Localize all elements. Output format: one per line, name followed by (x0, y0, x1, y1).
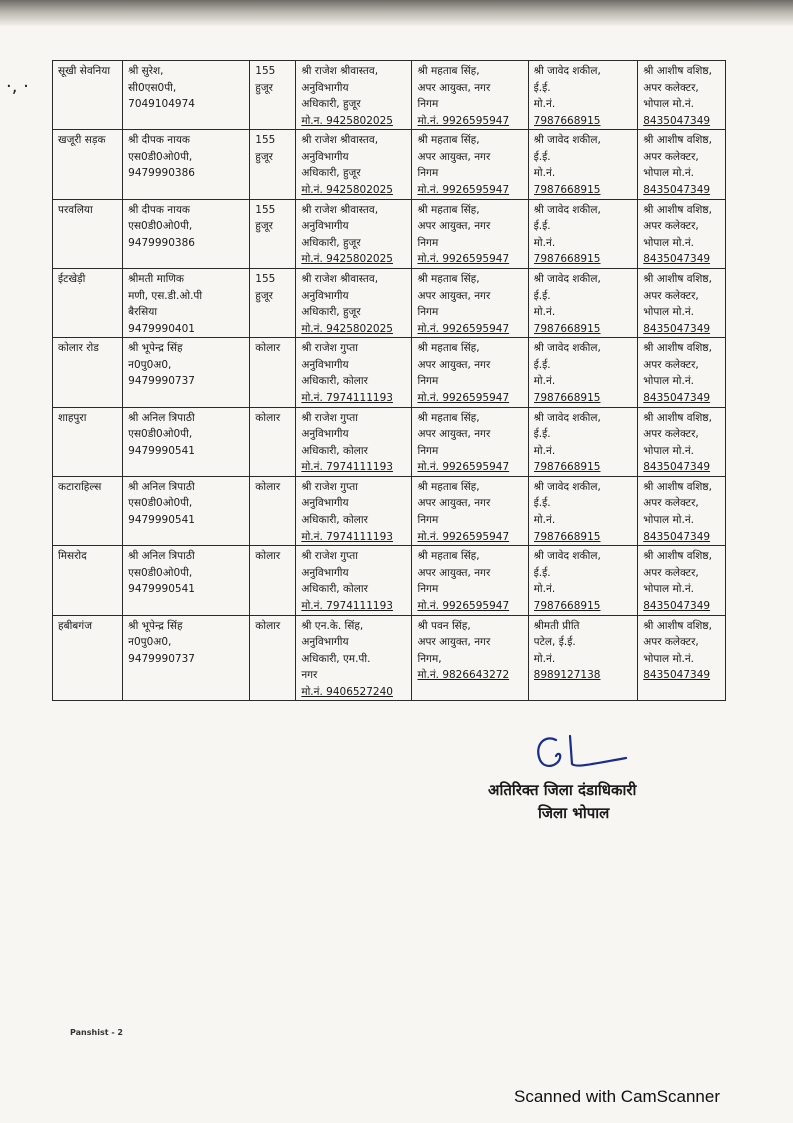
cell-sdm-line: अधिकारी, हुजूर (301, 98, 361, 111)
cell-tehsil (250, 615, 296, 701)
cell-police-officer-line: न0पु0अ0, (128, 636, 172, 649)
cell-police-officer-line: एस0डी0ओ0पी, (128, 497, 193, 510)
cell-additional-collector-line: श्री आशीष वशिष्ठ, (643, 480, 712, 493)
cell-executive-engineer-line: मो.नं. (533, 167, 556, 180)
cell-police-officer-line: एस0डी0ओ0पी, (128, 428, 193, 441)
cell-additional-commissioner-line: निगम (417, 236, 439, 249)
cell-police-officer-line: श्री भूपेन्द्र सिंह (128, 342, 183, 355)
cell-executive-engineer-line: मो.नं. (533, 652, 556, 665)
cell-additional-commissioner-line: मो.नं. 9926595947 (417, 322, 510, 335)
cell-area (53, 199, 123, 268)
cell-area-text: हबीबगंज (58, 619, 92, 632)
cell-tehsil-line: 155 (255, 134, 276, 147)
cell-additional-collector-line: भोपाल मो.नं. (643, 375, 694, 388)
cell-sdm (296, 407, 412, 476)
cell-police-officer (123, 61, 250, 130)
cell-tehsil (250, 476, 296, 545)
cell-sdm-line: अनुविभागीय (301, 497, 349, 510)
cell-additional-commissioner-line: मो.नं. 9926595947 (417, 530, 510, 543)
cell-additional-commissioner-line: निगम (417, 375, 439, 388)
cell-executive-engineer-line: मो.नं. (533, 583, 556, 596)
cell-executive-engineer-line: 7987668915 (533, 391, 601, 404)
cell-executive-engineer-line: 7987668915 (533, 461, 601, 474)
cell-area-text: सूखी सेवनिया (58, 65, 111, 77)
cell-additional-collector-line: अपर कलेक्टर, (643, 497, 699, 510)
table-row (53, 268, 726, 337)
cell-executive-engineer-line: 7987668915 (533, 184, 601, 197)
cell-executive-engineer-line: ई.ई. (533, 358, 551, 371)
cell-executive-engineer (528, 61, 638, 130)
cell-additional-collector (638, 615, 726, 701)
cell-area (53, 338, 123, 407)
margin-marks: ·, · (6, 76, 29, 97)
cell-additional-collector-line: 8435047349 (643, 599, 711, 612)
cell-additional-commissioner-line: अपर आयुक्त, नगर (417, 566, 491, 579)
cell-executive-engineer-line: श्री जावेद शकील, (533, 134, 601, 147)
page-code: Panshist - 2 (70, 1028, 123, 1037)
cell-executive-engineer-line: 8989127138 (533, 669, 601, 682)
cell-executive-engineer-line: पटेल, ई.ई. (533, 636, 576, 649)
cell-additional-collector-line: अपर कलेक्टर, (643, 428, 699, 441)
designation-line-2: जिला भोपाल (538, 804, 610, 822)
cell-executive-engineer-line: श्री जावेद शकील, (533, 480, 601, 493)
cell-additional-collector-line: भोपाल मो.नं. (643, 652, 694, 665)
cell-executive-engineer-line: मो.नं. (533, 98, 556, 111)
cell-additional-collector-line: 8435047349 (643, 322, 711, 335)
cell-executive-engineer-line: श्री जावेद शकील, (533, 342, 601, 355)
cell-additional-commissioner-line: अपर आयुक्त, नगर (417, 81, 491, 94)
cell-sdm-line: अधिकारी, हुजूर (301, 306, 361, 319)
cell-executive-engineer-line: ई.ई. (533, 428, 551, 441)
cell-sdm-line: श्री राजेश गुप्ता (301, 342, 358, 355)
cell-sdm (296, 476, 412, 545)
cell-tehsil (250, 61, 296, 130)
cell-executive-engineer (528, 407, 638, 476)
cell-sdm-line: अधिकारी, एम.पी. (301, 652, 371, 665)
cell-sdm-line: मो.नं. 9406527240 (301, 685, 393, 698)
cell-sdm-line: अधिकारी, कोलार (301, 514, 368, 527)
cell-police-officer-line: सी0एस0पी, (128, 81, 177, 94)
cell-executive-engineer-line: 7987668915 (533, 114, 601, 127)
scanner-watermark: Scanned with CamScanner (514, 1087, 721, 1106)
table-row (53, 615, 726, 701)
cell-sdm-line: अधिकारी, कोलार (301, 375, 368, 388)
cell-police-officer-line: श्री सुरेश, (128, 65, 164, 77)
cell-police-officer (123, 407, 250, 476)
cell-area-text: ईटखेड़ी (58, 272, 86, 285)
cell-sdm-line: श्री राजेश गुप्ता (301, 411, 358, 424)
cell-additional-collector-line: 8435047349 (643, 184, 711, 197)
cell-tehsil (250, 546, 296, 615)
cell-police-officer-line: श्री भूपेन्द्र सिंह (128, 619, 183, 632)
cell-additional-commissioner-line: श्री महताब सिंह, (417, 65, 480, 77)
cell-additional-commissioner-line: निगम (417, 306, 439, 319)
cell-tehsil (250, 130, 296, 199)
cell-area-text: खजूरी सड़क (58, 134, 106, 147)
cell-police-officer (123, 268, 250, 337)
cell-tehsil-line: कोलार (255, 619, 281, 632)
cell-sdm-line: अधिकारी, हुजूर (301, 236, 361, 249)
roster-body (53, 61, 726, 701)
cell-sdm-line: मो.नं. 7974111193 (301, 391, 393, 404)
cell-police-officer-line: एस0डी0ओ0पी, (128, 566, 193, 579)
cell-executive-engineer-line: 7987668915 (533, 253, 601, 266)
cell-police-officer-line: श्री अनिल त्रिपाठी (128, 411, 195, 424)
cell-tehsil-line: 155 (255, 272, 276, 285)
cell-area-text: परवलिया (58, 203, 93, 216)
cell-additional-commissioner (412, 61, 528, 130)
cell-additional-collector-line: श्री आशीष वशिष्ठ, (643, 550, 712, 563)
cell-police-officer-line: श्रीमती माणिक (128, 272, 184, 285)
cell-sdm-line: मो.नं. 7974111193 (301, 599, 393, 612)
cell-executive-engineer (528, 615, 638, 701)
cell-additional-collector-line: श्री आशीष वशिष्ठ, (643, 134, 712, 147)
cell-area (53, 268, 123, 337)
cell-police-officer (123, 130, 250, 199)
table-row (53, 546, 726, 615)
cell-additional-collector-line: 8435047349 (643, 530, 711, 543)
cell-sdm (296, 546, 412, 615)
cell-executive-engineer-line: 7987668915 (533, 599, 601, 612)
cell-additional-collector (638, 546, 726, 615)
cell-sdm-line: मो.नं. 7974111193 (301, 530, 393, 543)
cell-additional-commissioner (412, 615, 528, 701)
cell-additional-collector-line: अपर कलेक्टर, (643, 636, 699, 649)
cell-additional-commissioner-line: अपर आयुक्त, नगर (417, 150, 491, 163)
cell-tehsil-line: 155 (255, 203, 276, 216)
cell-sdm-line: श्री राजेश श्रीवास्तव, (301, 65, 379, 77)
cell-tehsil-line: कोलार (255, 342, 281, 355)
cell-additional-collector-line: श्री आशीष वशिष्ठ, (643, 342, 712, 355)
cell-sdm-line: अनुविभागीय (301, 81, 349, 94)
cell-executive-engineer (528, 199, 638, 268)
cell-executive-engineer-line: ई.ई. (533, 289, 551, 302)
cell-additional-commissioner-line: श्री महताब सिंह, (417, 203, 480, 216)
cell-additional-commissioner-line: निगम, (417, 652, 442, 665)
cell-tehsil-line: 155 (255, 65, 276, 77)
cell-police-officer-line: 7049104974 (128, 98, 195, 111)
cell-sdm (296, 130, 412, 199)
cell-sdm-line: श्री राजेश श्रीवास्तव, (301, 134, 379, 147)
cell-additional-commissioner-line: श्री महताब सिंह, (417, 342, 480, 355)
cell-sdm-line: मो.नं. 7974111193 (301, 461, 393, 474)
cell-executive-engineer-line: ई.ई. (533, 497, 551, 510)
cell-police-officer-line: श्री दीपक नायक (128, 134, 190, 147)
cell-tehsil (250, 338, 296, 407)
cell-area (53, 130, 123, 199)
cell-sdm-line: श्री राजेश गुप्ता (301, 480, 358, 493)
cell-additional-commissioner (412, 476, 528, 545)
cell-additional-collector (638, 476, 726, 545)
cell-area (53, 61, 123, 130)
cell-additional-commissioner-line: अपर आयुक्त, नगर (417, 289, 491, 302)
cell-additional-commissioner-line: मो.नं. 9926595947 (417, 391, 510, 404)
cell-sdm-line: अनुविभागीय (301, 150, 349, 163)
cell-additional-collector-line: श्री आशीष वशिष्ठ, (643, 272, 712, 285)
cell-police-officer-line: 9479990386 (128, 167, 195, 180)
cell-executive-engineer-line: ई.ई. (533, 566, 551, 579)
cell-executive-engineer-line: श्री जावेद शकील, (533, 272, 601, 285)
cell-executive-engineer (528, 338, 638, 407)
cell-executive-engineer (528, 476, 638, 545)
cell-sdm-line: अधिकारी, कोलार (301, 444, 368, 457)
cell-additional-collector-line: अपर कलेक्टर, (643, 81, 699, 94)
cell-additional-commissioner-line: श्री महताब सिंह, (417, 550, 480, 563)
cell-police-officer-line: 9479990386 (128, 236, 195, 249)
cell-sdm-line: अनुविभागीय (301, 428, 349, 441)
cell-additional-collector-line: भोपाल मो.नं. (643, 514, 694, 527)
cell-area-text: मिसरोद (58, 550, 87, 563)
cell-executive-engineer-line: ई.ई. (533, 220, 551, 233)
cell-sdm-line: अनुविभागीय (301, 358, 349, 371)
cell-executive-engineer-line: श्रीमती प्रीति (533, 619, 580, 632)
cell-executive-engineer-line: श्री जावेद शकील, (533, 411, 601, 424)
cell-sdm-line: श्री राजेश गुप्ता (301, 550, 358, 563)
cell-police-officer-line: बैरसिया (128, 306, 158, 319)
cell-police-officer (123, 199, 250, 268)
cell-area-text: कोलार रोड (58, 342, 99, 355)
cell-additional-commissioner-line: मो.नं. 9926595947 (417, 253, 510, 266)
cell-police-officer-line: 9479990737 (128, 375, 195, 388)
table-row (53, 199, 726, 268)
cell-additional-commissioner (412, 338, 528, 407)
cell-sdm-line: अनुविभागीय (301, 289, 349, 302)
cell-additional-commissioner-line: मो.नं. 9926595947 (417, 184, 510, 197)
cell-area (53, 615, 123, 701)
cell-additional-commissioner-line: निगम (417, 583, 439, 596)
cell-additional-commissioner-line: मो.नं. 9926595947 (417, 114, 510, 127)
cell-additional-commissioner (412, 268, 528, 337)
cell-tehsil-line: कोलार (255, 550, 281, 563)
cell-additional-collector (638, 61, 726, 130)
cell-sdm (296, 268, 412, 337)
cell-additional-commissioner (412, 407, 528, 476)
cell-executive-engineer-line: मो.नं. (533, 236, 556, 249)
cell-additional-collector-line: भोपाल मो.नं. (643, 236, 694, 249)
cell-additional-collector-line: 8435047349 (643, 391, 711, 404)
cell-area-text: शाहपुरा (58, 411, 87, 424)
cell-sdm (296, 61, 412, 130)
cell-police-officer-line: 9479990541 (128, 583, 195, 596)
cell-additional-commissioner-line: मो.नं. 9926595947 (417, 599, 510, 612)
cell-sdm (296, 338, 412, 407)
cell-police-officer-line: 9479990401 (128, 322, 195, 335)
cell-additional-commissioner-line: अपर आयुक्त, नगर (417, 636, 491, 649)
cell-additional-collector-line: 8435047349 (643, 253, 711, 266)
cell-additional-commissioner-line: श्री महताब सिंह, (417, 480, 480, 493)
cell-additional-collector-line: 8435047349 (643, 461, 711, 474)
cell-police-officer-line: न0पु0अ0, (128, 358, 172, 371)
cell-sdm-line: श्री एन.के. सिंह, (301, 619, 364, 632)
duty-roster-table (52, 60, 726, 701)
cell-tehsil (250, 407, 296, 476)
cell-additional-commissioner-line: अपर आयुक्त, नगर (417, 497, 491, 510)
cell-sdm-line: मो.नं. 9425802025 (301, 253, 393, 266)
cell-executive-engineer (528, 268, 638, 337)
cell-sdm-line: अनुविभागीय (301, 220, 349, 233)
cell-executive-engineer-line: मो.नं. (533, 514, 556, 527)
cell-additional-commissioner-line: अपर आयुक्त, नगर (417, 358, 491, 371)
cell-executive-engineer (528, 130, 638, 199)
cell-executive-engineer-line: ई.ई. (533, 150, 551, 163)
cell-police-officer-line: एस0डी0ओ0पी, (128, 220, 193, 233)
cell-additional-collector-line: 8435047349 (643, 669, 711, 682)
cell-additional-commissioner-line: मो.नं. 9926595947 (417, 461, 510, 474)
cell-executive-engineer-line: मो.नं. (533, 375, 556, 388)
cell-sdm-line: मो.न. 9425802025 (301, 114, 393, 127)
cell-additional-commissioner-line: श्री महताब सिंह, (417, 411, 480, 424)
cell-additional-commissioner-line: निगम (417, 444, 439, 457)
cell-area (53, 546, 123, 615)
cell-additional-collector-line: भोपाल मो.नं. (643, 167, 694, 180)
cell-tehsil-line: कोलार (255, 480, 281, 493)
cell-tehsil-line: हुजूर (255, 289, 273, 302)
cell-sdm-line: नगर (301, 669, 318, 682)
table-row (53, 130, 726, 199)
handwritten-signature (530, 730, 640, 776)
cell-additional-commissioner (412, 130, 528, 199)
cell-sdm (296, 615, 412, 701)
cell-police-officer-line: श्री अनिल त्रिपाठी (128, 550, 195, 563)
cell-additional-collector-line: अपर कलेक्टर, (643, 566, 699, 579)
cell-executive-engineer-line: 7987668915 (533, 322, 601, 335)
cell-tehsil-line: हुजूर (255, 220, 273, 233)
cell-police-officer-line: एस0डी0ओ0पी, (128, 150, 193, 163)
cell-additional-collector-line: अपर कलेक्टर, (643, 358, 699, 371)
cell-police-officer-line: मणी, एस.डी.ओ.पी (128, 289, 203, 302)
cell-additional-commissioner-line: अपर आयुक्त, नगर (417, 428, 491, 441)
cell-police-officer-line: 9479990541 (128, 444, 195, 457)
cell-police-officer (123, 615, 250, 701)
cell-additional-collector (638, 199, 726, 268)
cell-executive-engineer-line: श्री जावेद शकील, (533, 550, 601, 563)
cell-additional-collector-line: अपर कलेक्टर, (643, 289, 699, 302)
table-row (53, 61, 726, 130)
cell-sdm-line: अनुविभागीय (301, 636, 349, 649)
cell-additional-collector-line: श्री आशीष वशिष्ठ, (643, 203, 712, 216)
cell-additional-commissioner (412, 546, 528, 615)
cell-executive-engineer (528, 546, 638, 615)
scan-top-edge (0, 0, 793, 26)
cell-additional-collector-line: श्री आशीष वशिष्ठ, (643, 65, 712, 77)
designation-line-1: अतिरिक्त जिला दंडाधिकारी (488, 781, 637, 799)
cell-executive-engineer-line: मो.नं. (533, 306, 556, 319)
cell-sdm (296, 199, 412, 268)
cell-additional-commissioner-line: निगम (417, 514, 439, 527)
cell-additional-collector-line: भोपाल मो.नं. (643, 306, 694, 319)
cell-additional-collector-line: भोपाल मो.नं. (643, 98, 694, 111)
cell-police-officer (123, 546, 250, 615)
cell-additional-collector-line: भोपाल मो.नं. (643, 583, 694, 596)
cell-additional-commissioner-line: श्री महताब सिंह, (417, 134, 480, 147)
cell-sdm-line: अधिकारी, हुजूर (301, 167, 361, 180)
cell-additional-commissioner-line: श्री पवन सिंह, (417, 619, 471, 632)
cell-additional-commissioner (412, 199, 528, 268)
cell-additional-commissioner-line: मो.नं. 9826643272 (417, 669, 510, 682)
cell-additional-collector-line: अपर कलेक्टर, (643, 150, 699, 163)
cell-additional-collector-line: अपर कलेक्टर, (643, 220, 699, 233)
cell-executive-engineer-line: ई.ई. (533, 81, 551, 94)
cell-additional-collector-line: श्री आशीष वशिष्ठ, (643, 411, 712, 424)
cell-additional-collector-line: श्री आशीष वशिष्ठ, (643, 619, 712, 632)
cell-additional-collector-line: 8435047349 (643, 114, 711, 127)
cell-executive-engineer-line: मो.नं. (533, 444, 556, 457)
cell-executive-engineer-line: श्री जावेद शकील, (533, 65, 601, 77)
cell-tehsil-line: कोलार (255, 411, 281, 424)
cell-sdm-line: अधिकारी, कोलार (301, 583, 368, 596)
cell-sdm-line: मो.नं. 9425802025 (301, 322, 393, 335)
cell-additional-commissioner-line: अपर आयुक्त, नगर (417, 220, 491, 233)
cell-additional-collector (638, 130, 726, 199)
cell-police-officer (123, 338, 250, 407)
cell-additional-collector (638, 338, 726, 407)
table-row (53, 476, 726, 545)
cell-sdm-line: श्री राजेश श्रीवास्तव, (301, 272, 379, 285)
cell-police-officer-line: श्री दीपक नायक (128, 203, 190, 216)
cell-executive-engineer-line: श्री जावेद शकील, (533, 203, 601, 216)
cell-police-officer-line: 9479990541 (128, 514, 195, 527)
cell-police-officer (123, 476, 250, 545)
cell-additional-commissioner-line: श्री महताब सिंह, (417, 272, 480, 285)
cell-police-officer-line: 9479990737 (128, 652, 195, 665)
cell-police-officer-line: श्री अनिल त्रिपाठी (128, 480, 195, 493)
cell-tehsil (250, 199, 296, 268)
cell-additional-commissioner-line: निगम (417, 167, 439, 180)
cell-additional-collector (638, 407, 726, 476)
cell-sdm-line: श्री राजेश श्रीवास्तव, (301, 203, 379, 216)
cell-additional-collector-line: भोपाल मो.नं. (643, 444, 694, 457)
cell-sdm-line: मो.नं. 9425802025 (301, 184, 393, 197)
cell-area-text: कटाराहिल्स (58, 480, 102, 493)
table-row (53, 407, 726, 476)
cell-executive-engineer-line: 7987668915 (533, 530, 601, 543)
table-row (53, 338, 726, 407)
cell-area (53, 476, 123, 545)
cell-sdm-line: अनुविभागीय (301, 566, 349, 579)
cell-tehsil-line: हुजूर (255, 81, 273, 94)
cell-additional-collector (638, 268, 726, 337)
cell-tehsil (250, 268, 296, 337)
cell-area (53, 407, 123, 476)
cell-additional-commissioner-line: निगम (417, 98, 439, 111)
cell-tehsil-line: हुजूर (255, 150, 273, 163)
